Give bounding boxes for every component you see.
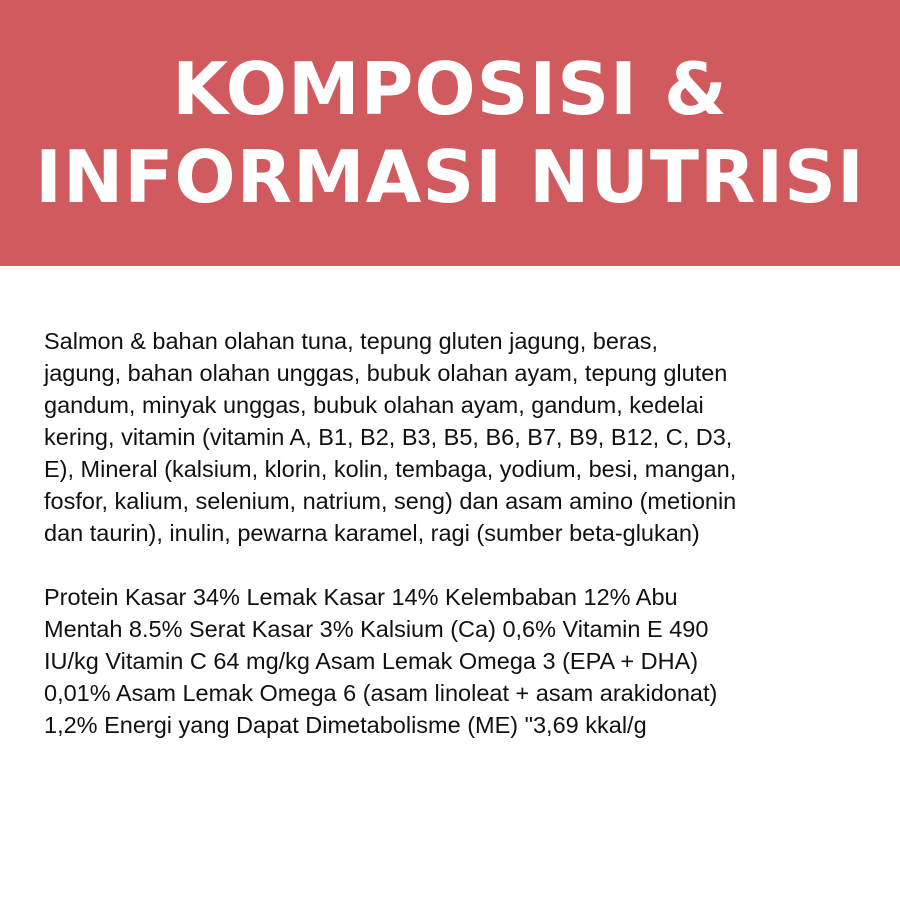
- content-body: [44, 325, 864, 741]
- nutrition-paragraph: [44, 581, 864, 741]
- nutrition-line: IU/kg Vitamin C 64 mg/kg Asam Lemak Omega 3 (EPA + DHA): [44, 648, 699, 674]
- nutrition-line: Protein Kasar 34% Lemak Kasar 14% Kelembaban 12% Abu: [44, 584, 678, 610]
- header-banner: [0, 0, 900, 266]
- composition-line: E), Mineral (kalsium, klorin, kolin, tembaga, yodium, besi, mangan,: [44, 456, 737, 482]
- nutrition-line: 0,01% Asam Lemak Omega 6 (asam linoleat + asam arakidonat): [44, 680, 718, 706]
- nutrition-line: Mentah 8.5% Serat Kasar 3% Kalsium (Ca) 0,6% Vitamin E 490: [44, 616, 709, 642]
- composition-line: dan taurin), inulin, pewarna karamel, ragi (sumber beta-glukan): [44, 520, 700, 546]
- page-title: [35, 45, 865, 221]
- composition-line: fosfor, kalium, selenium, natrium, seng) dan asam amino (metionin: [44, 488, 737, 514]
- title-line-1: KOMPOSISI &: [172, 47, 728, 131]
- composition-line: jagung, bahan olahan unggas, bubuk olahan ayam, tepung gluten: [44, 360, 728, 386]
- composition-line: Salmon & bahan olahan tuna, tepung gluten jagung, beras,: [44, 328, 659, 354]
- composition-line: kering, vitamin (vitamin A, B1, B2, B3, B5, B6, B7, B9, B12, C, D3,: [44, 424, 733, 450]
- nutrition-line: 1,2% Energi yang Dapat Dimetabolisme (ME) "3,69 kkal/g: [44, 712, 647, 738]
- title-line-2: INFORMASI NUTRISI: [35, 135, 865, 219]
- composition-paragraph: [44, 325, 864, 549]
- composition-line: gandum, minyak unggas, bubuk olahan ayam, gandum, kedelai: [44, 392, 704, 418]
